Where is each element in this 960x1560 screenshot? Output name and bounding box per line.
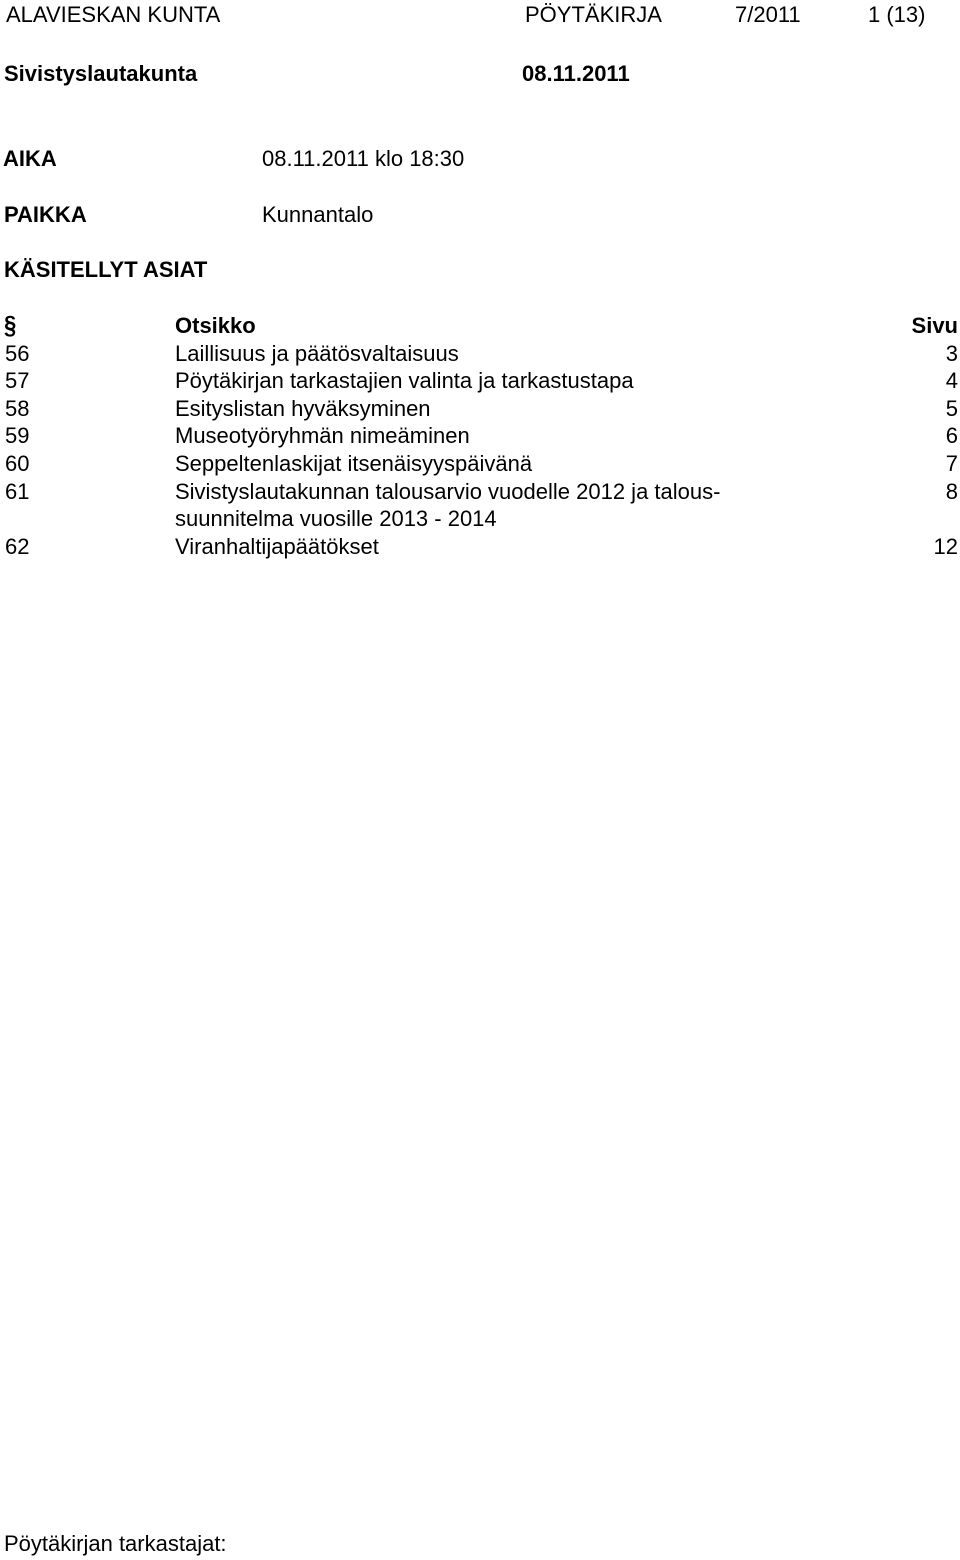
- time-value: 08.11.2011 klo 18:30: [262, 146, 465, 171]
- agenda-row: [0, 450, 960, 478]
- item-number: 58: [5, 395, 30, 421]
- committee-name: Sivistyslautakunta: [4, 61, 198, 86]
- item-title: Museotyöryhmän nimeäminen: [175, 423, 470, 449]
- document-number: 7/2011: [735, 2, 801, 27]
- item-title: Seppeltenlaskijat itsenäisyyspäivänä: [175, 450, 533, 476]
- item-page: 4: [945, 368, 958, 394]
- item-title: Esityslistan hyväksyminen: [175, 395, 431, 421]
- meeting-date: 08.11.2011: [522, 61, 630, 86]
- agenda-table: [0, 312, 960, 560]
- time-label: AIKA: [3, 146, 57, 171]
- agenda-row: [0, 478, 960, 533]
- item-number: 59: [5, 423, 30, 449]
- inspectors-label: Pöytäkirjan tarkastajat:: [4, 1531, 227, 1556]
- item-title: Pöytäkirjan tarkastajien valinta ja tarkastustapa: [175, 368, 634, 394]
- item-number: 56: [5, 340, 30, 366]
- page-column-header: Sivu: [911, 313, 958, 338]
- place-value: Kunnantalo: [262, 202, 374, 227]
- agenda-row: [0, 367, 960, 395]
- item-number: 57: [5, 368, 30, 394]
- place-label: PAIKKA: [4, 202, 87, 227]
- agenda-row: [0, 395, 960, 423]
- agenda-row: [0, 533, 960, 561]
- item-number: 62: [5, 533, 30, 559]
- organization-name: ALAVIESKAN KUNTA: [6, 2, 221, 27]
- agenda-row: [0, 422, 960, 450]
- item-page: 12: [933, 533, 958, 559]
- item-number: 60: [5, 450, 30, 476]
- items-heading: KÄSITELLYT ASIAT: [4, 257, 208, 282]
- agenda-header-row: [0, 312, 960, 340]
- item-title: Sivistyslautakunnan talousarvio vuodelle 2012 ja talous-suunnitelma vuosille 2013 - 2014: [175, 478, 721, 532]
- item-page: 6: [945, 423, 958, 449]
- document-type: PÖYTÄKIRJA: [525, 2, 662, 27]
- agenda-row: [0, 340, 960, 368]
- item-page: 5: [945, 395, 958, 421]
- item-number: 61: [5, 478, 30, 504]
- item-page: 8: [945, 478, 958, 504]
- item-title: Viranhaltijapäätökset: [175, 533, 379, 559]
- section-sign-icon: §: [4, 310, 17, 340]
- page-count: 1 (13): [868, 2, 926, 27]
- item-page: 7: [945, 450, 958, 476]
- item-page: 3: [945, 340, 958, 366]
- title-column-header: Otsikko: [175, 313, 256, 338]
- item-title: Laillisuus ja päätösvaltaisuus: [175, 340, 459, 366]
